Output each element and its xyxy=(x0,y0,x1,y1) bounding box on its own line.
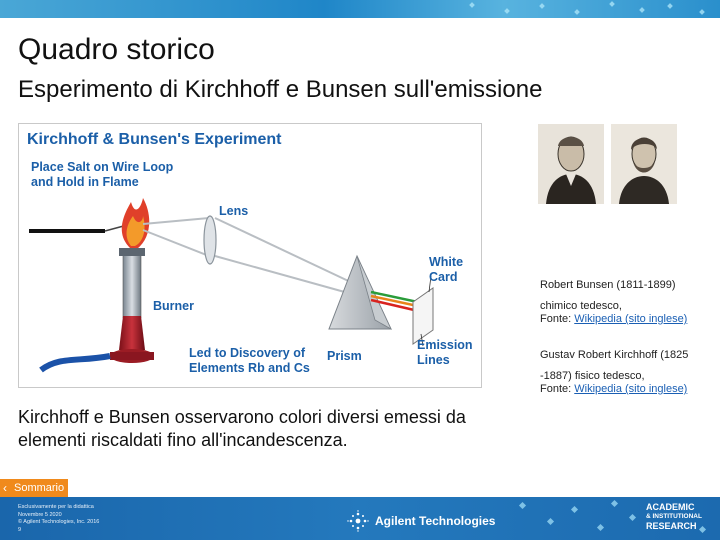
discovery-label: Led to Discovery of Elements Rb and Cs xyxy=(189,346,310,375)
slide-title: Quadro storico xyxy=(18,33,215,66)
kirchhoff-portrait xyxy=(611,124,677,204)
burner-label: Burner xyxy=(153,299,194,313)
agilent-spark-icon xyxy=(347,510,369,532)
kirchhoff-wikipedia-link[interactable]: Wikipedia (sito inglese) xyxy=(574,383,688,395)
top-banner xyxy=(0,0,720,18)
slide-subtitle: Esperimento di Kirchhoff e Bunsen sull'emissione xyxy=(18,76,543,103)
agilent-logo: Agilent Technologies xyxy=(347,510,495,532)
bunsen-name: Robert Bunsen (1811-1899) xyxy=(540,279,676,291)
emission-lines-label: Emission Lines xyxy=(417,338,473,367)
sommario-button[interactable]: ‹ Sommario xyxy=(0,479,68,498)
footer-note: Esclusivamente per la didattica Novembre 5 2020 © Agilent Technologies, Inc. 2016 9 xyxy=(18,504,100,533)
body-text: Kirchhoff e Bunsen osservarono colori diversi emessi da elementi riscaldati fino all'incandescenza. xyxy=(18,407,466,450)
bunsen-wikipedia-link[interactable]: Wikipedia (sito inglese) xyxy=(574,313,688,325)
prism-label: Prism xyxy=(327,349,362,363)
white-card-label: White Card xyxy=(429,255,464,284)
lens-label: Lens xyxy=(219,204,249,218)
salt-label: Place Salt on Wire Loop and Hold in Flame xyxy=(31,160,174,189)
kirchhoff-caption: Gustav Robert Kirchhoff (1825 -1887) fisico tedesco, Fonte: Wikipedia (sito inglese) xyxy=(540,349,689,395)
chevron-left-icon: ‹ xyxy=(3,481,7,495)
academic-research-logo: ACADEMIC & INSTITUTIONAL RESEARCH xyxy=(646,502,702,531)
figure-title: Kirchhoff & Bunsen's Experiment xyxy=(27,131,282,148)
bunsen-caption: chimico tedesco, Fonte: Wikipedia (sito inglese) xyxy=(540,300,688,325)
experiment-figure xyxy=(18,123,482,388)
bunsen-portrait xyxy=(538,124,604,204)
